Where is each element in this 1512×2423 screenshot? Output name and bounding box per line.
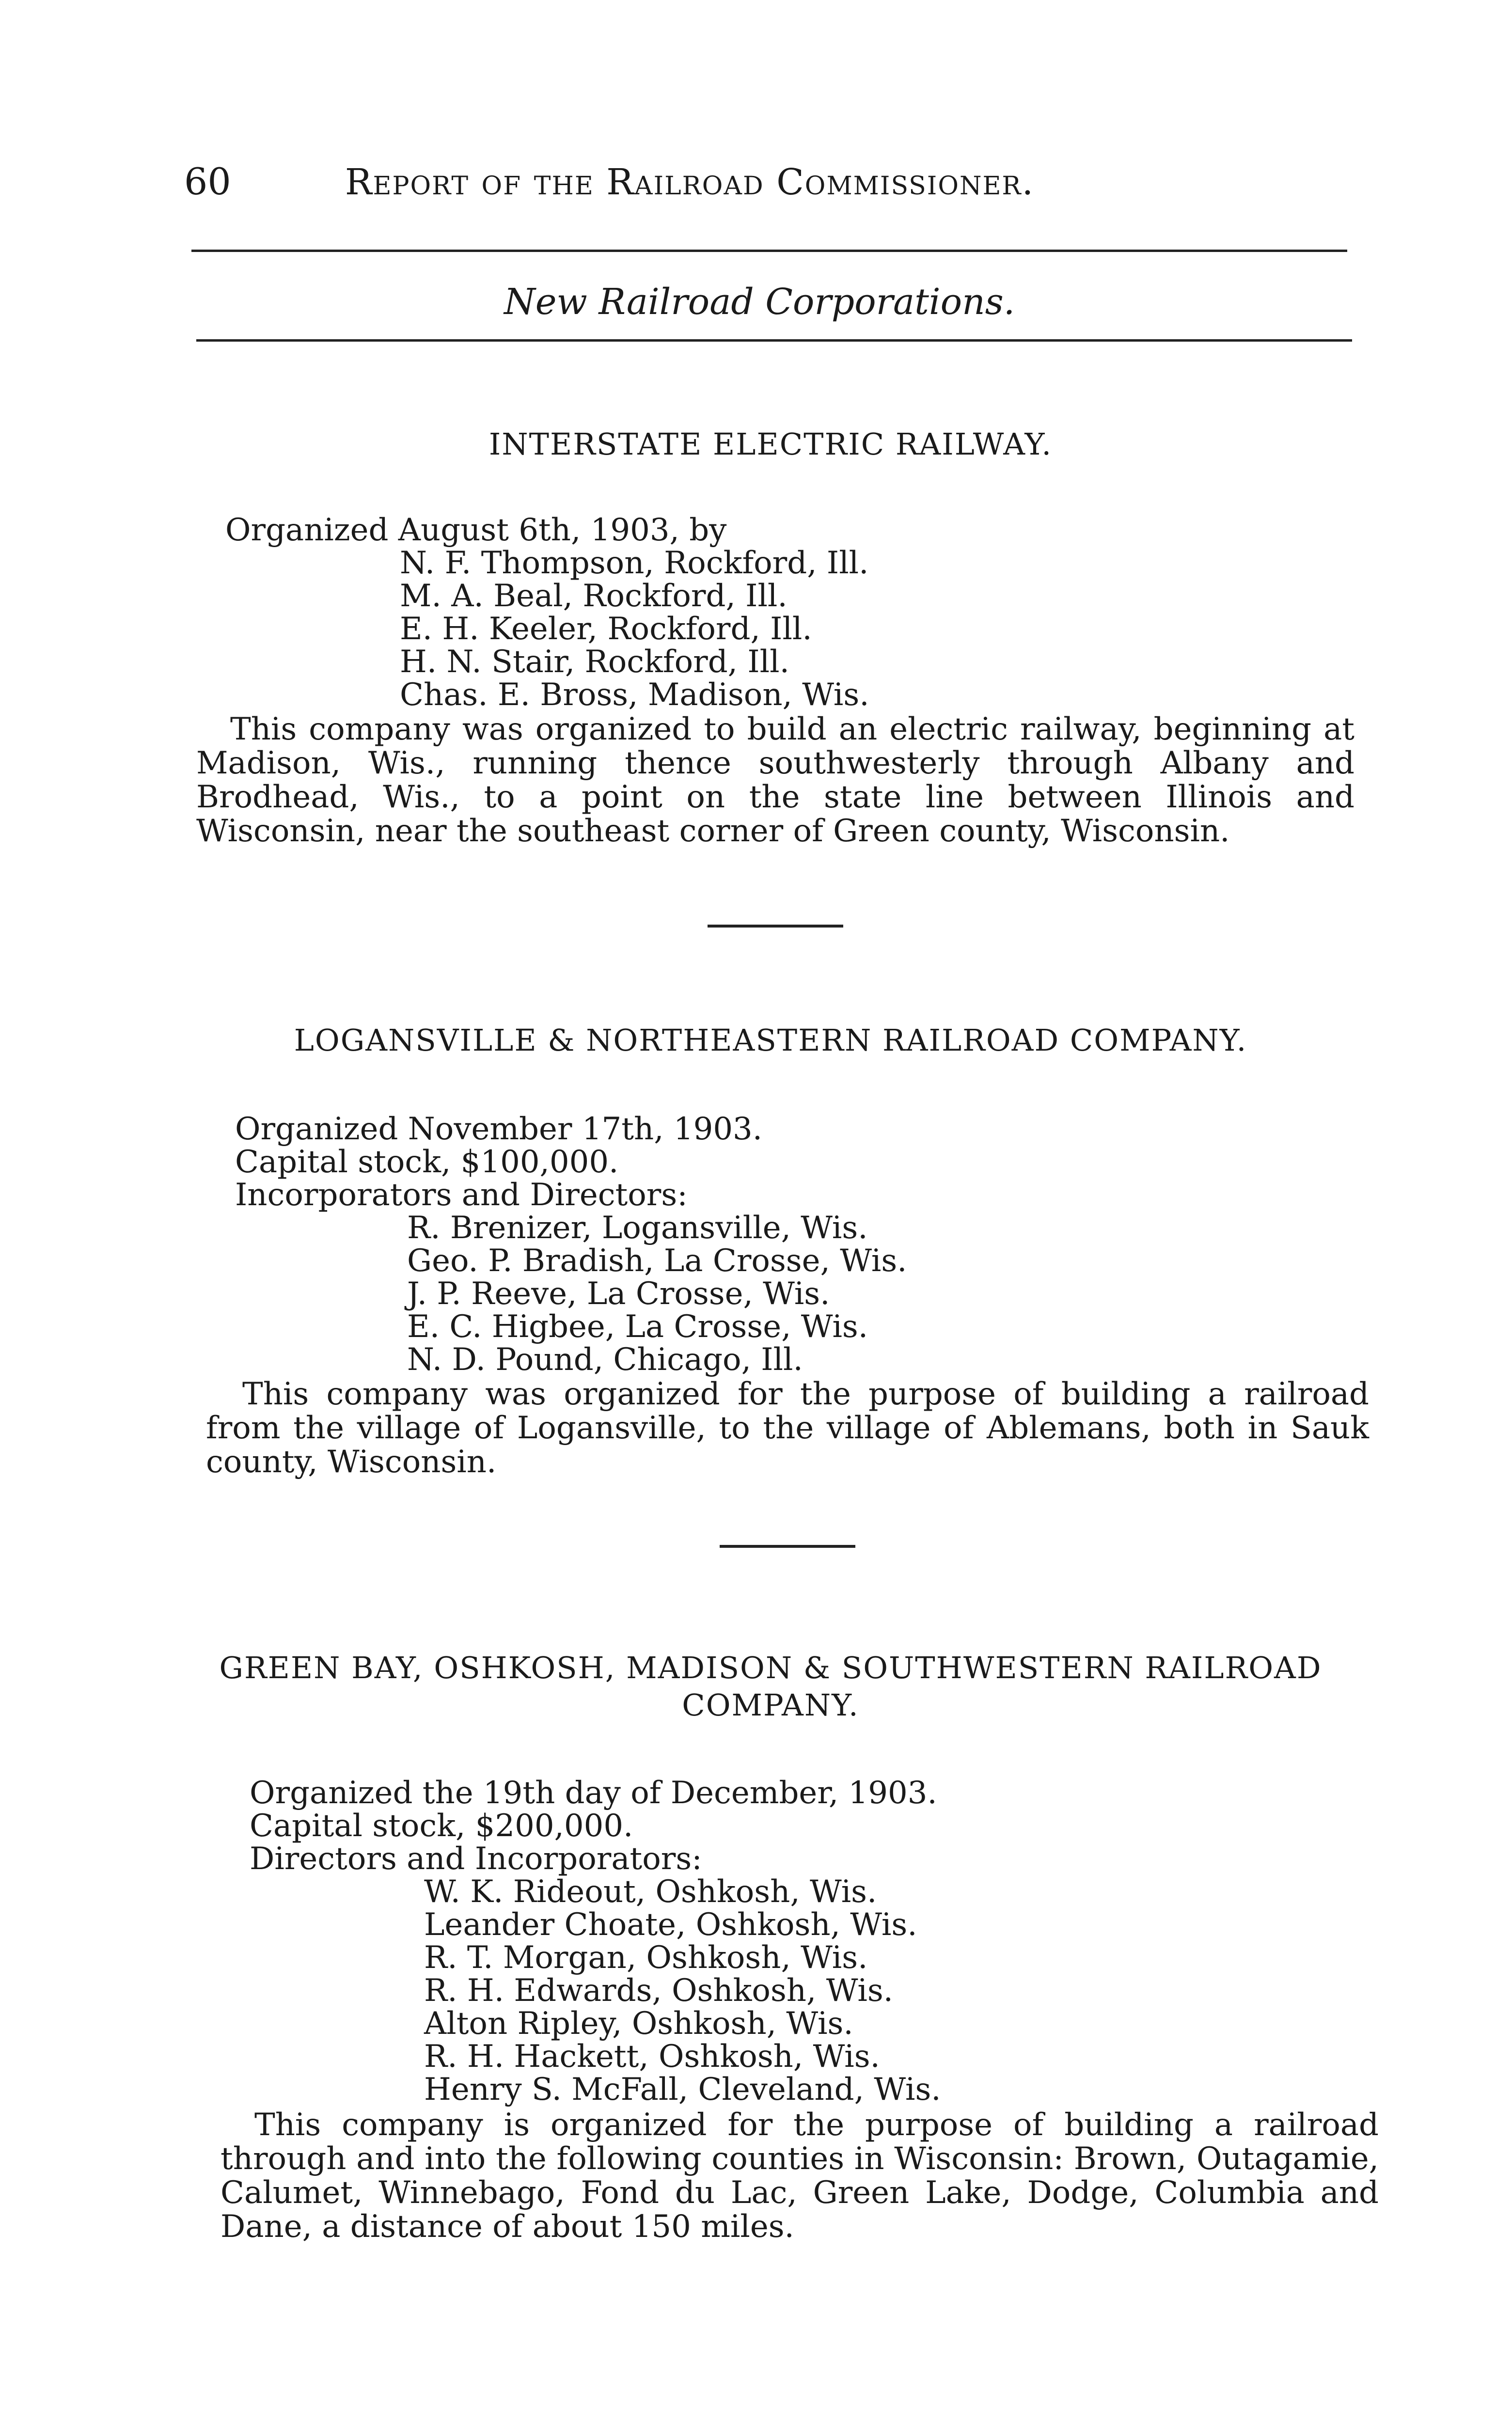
person-line: R. H. Hackett, Oshkosh, Wis. — [424, 2039, 880, 2075]
section-title: New Railroad Corporations. — [504, 281, 1015, 323]
person-line: Henry S. McFall, Cleveland, Wis. — [424, 2072, 941, 2108]
company-description: This company is organized for the purpose of building a railroad through and into the following counties in Wisconsin: Brown, Outagamie, Calumet, Winnebago, Fond du Lac, Green Lake, Dodge, Columbia and Dane, a distance of about 150 miles. — [220, 2107, 1379, 2245]
person-line: J. P. Reeve, La Crosse, Wis. — [407, 1276, 830, 1312]
person-line: Alton Ripley, Oshkosh, Wis. — [424, 2006, 853, 2042]
person-line: N. F. Thompson, Rockford, Ill. — [400, 545, 869, 581]
person-line: M. A. Beal, Rockford, Ill. — [400, 578, 788, 614]
header-rule — [191, 250, 1347, 252]
company-heading-logansville: LOGANSVILLE & NORTHEASTERN RAILROAD COMPANY. — [294, 1023, 1247, 1058]
person-line: E. H. Keeler, Rockford, Ill. — [400, 611, 812, 647]
company-description: This company was organized to build an electric railway, beginning at Madison, Wis., running thence southwesterly through Albany and Brodhead, Wis., to a point on the state line between Illinois and Wisconsin, near the southeast corner of Green county, Wisconsin. — [196, 711, 1354, 849]
person-line: Chas. E. Bross, Madison, Wis. — [400, 677, 869, 713]
organized-line: Organized the 19th day of December, 1903. — [250, 1775, 937, 1811]
directors-label: Directors and Incorporators: — [250, 1841, 702, 1877]
capital-line: Capital stock, $200,000. — [250, 1808, 633, 1844]
running-title: Report of the Railroad Commissioner. — [345, 161, 1035, 203]
person-line: H. N. Stair, Rockford, Ill. — [400, 644, 789, 680]
separator-rule — [708, 925, 843, 928]
company-heading-green-bay-cont: COMPANY. — [682, 1687, 859, 1723]
page-number: 60 — [184, 160, 231, 203]
person-line: W. K. Rideout, Oshkosh, Wis. — [424, 1874, 877, 1910]
company-description: This company was organized for the purpose of building a railroad from the village of Logansville, to the village of Ablemans, both in Sauk county, Wisconsin. — [206, 1376, 1369, 1480]
capital-line: Capital stock, $100,000. — [235, 1144, 619, 1180]
organized-line: Organized August 6th, 1903, by — [225, 512, 727, 548]
separator-rule — [720, 1545, 855, 1548]
organized-line: Organized November 17th, 1903. — [235, 1111, 763, 1147]
person-line: N. D. Pound, Chicago, Ill. — [407, 1342, 803, 1378]
company-heading-interstate: INTERSTATE ELECTRIC RAILWAY. — [488, 426, 1053, 462]
person-line: E. C. Higbee, La Crosse, Wis. — [407, 1309, 868, 1345]
incorporators-label: Incorporators and Directors: — [235, 1177, 688, 1213]
person-line: R. T. Morgan, Oshkosh, Wis. — [424, 1940, 868, 1976]
person-line: Geo. P. Bradish, La Crosse, Wis. — [407, 1243, 907, 1279]
person-line: Leander Choate, Oshkosh, Wis. — [424, 1907, 917, 1943]
page-header — [184, 160, 1357, 203]
person-line: R. H. Edwards, Oshkosh, Wis. — [424, 1973, 893, 2009]
company-heading-green-bay: GREEN BAY, OSHKOSH, MADISON & SOUTHWESTERN RAILROAD — [219, 1650, 1322, 1685]
section-rule — [196, 339, 1352, 342]
person-line: R. Brenizer, Logansville, Wis. — [407, 1210, 868, 1246]
